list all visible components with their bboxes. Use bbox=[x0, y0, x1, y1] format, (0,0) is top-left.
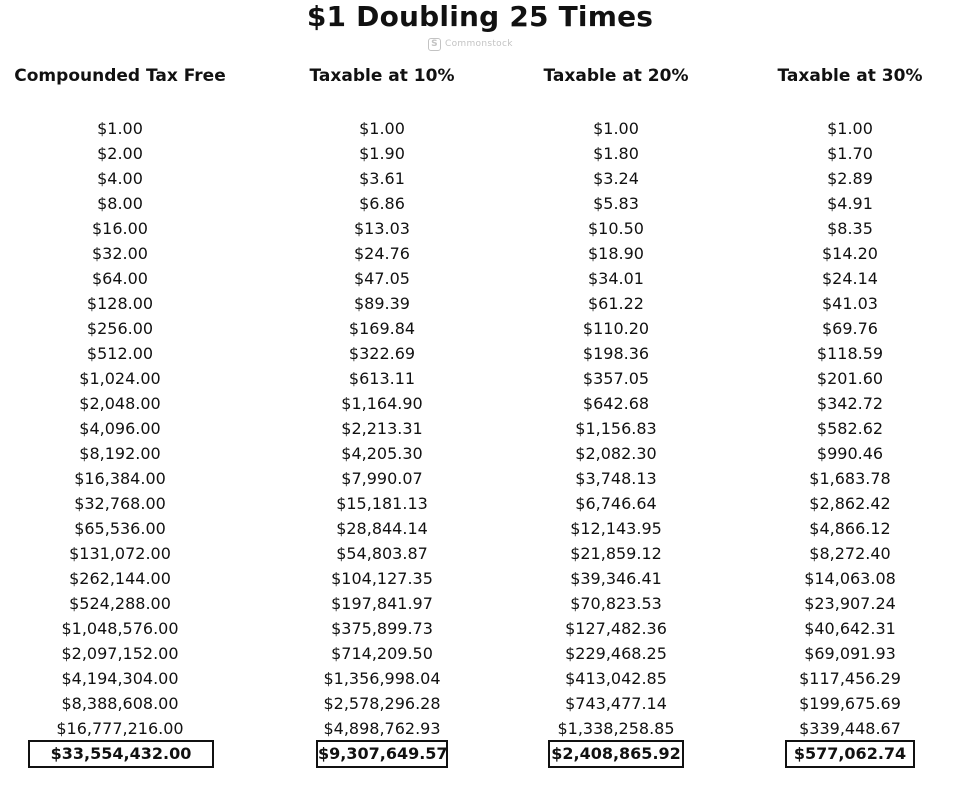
table-cell: $5.83 bbox=[593, 194, 639, 213]
table-cell: $54,803.87 bbox=[336, 544, 428, 563]
table-cell: $4,194,304.00 bbox=[61, 669, 179, 688]
table-cell: $64.00 bbox=[92, 269, 148, 288]
column-total: $33,554,432.00 bbox=[28, 740, 214, 768]
table-cell: $128.00 bbox=[86, 294, 154, 313]
table-cell: $1,024.00 bbox=[79, 369, 161, 388]
column-header: Taxable at 30% bbox=[777, 66, 923, 86]
table-cell: $47.05 bbox=[354, 269, 410, 288]
table-cell: $2,082.30 bbox=[575, 444, 657, 463]
table-cell: $199,675.69 bbox=[799, 694, 901, 713]
table-cell: $1,156.83 bbox=[575, 419, 657, 438]
column-values bbox=[740, 116, 960, 741]
table-cell: $127,482.36 bbox=[565, 619, 667, 638]
table-cell: $7,990.07 bbox=[341, 469, 423, 488]
table-cell: $4,096.00 bbox=[79, 419, 161, 438]
column-taxable-30 bbox=[740, 0, 960, 787]
table-cell: $1.00 bbox=[827, 119, 873, 138]
table-cell: $21,859.12 bbox=[570, 544, 662, 563]
table-cell: $1.80 bbox=[593, 144, 639, 163]
table-cell: $2,048.00 bbox=[79, 394, 161, 413]
column-values bbox=[10, 116, 230, 741]
table-cell: $2.00 bbox=[97, 144, 143, 163]
table-cell: $12,143.95 bbox=[570, 519, 662, 538]
table-cell: $743,477.14 bbox=[565, 694, 667, 713]
table-cell: $104,127.35 bbox=[331, 569, 433, 588]
table-cell: $613.11 bbox=[348, 369, 416, 388]
watermark-text: Commonstock bbox=[445, 39, 513, 49]
table-cell: $582.62 bbox=[816, 419, 884, 438]
table-cell: $89.39 bbox=[354, 294, 410, 313]
table-cell: $16.00 bbox=[92, 219, 148, 238]
table-cell: $524,288.00 bbox=[69, 594, 171, 613]
table-cell: $32,768.00 bbox=[74, 494, 166, 513]
table-cell: $6,746.64 bbox=[575, 494, 657, 513]
column-total: $9,307,649.57 bbox=[316, 740, 448, 768]
table-cell: $4,898,762.93 bbox=[323, 719, 441, 738]
table-cell: $256.00 bbox=[86, 319, 154, 338]
table-cell: $4.91 bbox=[827, 194, 873, 213]
table-cell: $70,823.53 bbox=[570, 594, 662, 613]
table-cell: $322.69 bbox=[348, 344, 416, 363]
table-cell: $2,097,152.00 bbox=[61, 644, 179, 663]
commonstock-logo-icon: S bbox=[428, 38, 441, 51]
table-cell: $1.00 bbox=[359, 119, 405, 138]
table-cell: $2,213.31 bbox=[341, 419, 423, 438]
table-cell: $117,456.29 bbox=[799, 669, 901, 688]
table-cell: $65,536.00 bbox=[74, 519, 166, 538]
table-cell: $198.36 bbox=[582, 344, 650, 363]
table-cell: $110.20 bbox=[582, 319, 650, 338]
column-total: $577,062.74 bbox=[785, 740, 915, 768]
column-values bbox=[506, 116, 726, 741]
table-cell: $24.14 bbox=[822, 269, 878, 288]
table-cell: $1.00 bbox=[593, 119, 639, 138]
table-cell: $61.22 bbox=[588, 294, 644, 313]
table-cell: $8.00 bbox=[97, 194, 143, 213]
table-cell: $69,091.93 bbox=[804, 644, 896, 663]
table-cell: $3.61 bbox=[359, 169, 405, 188]
table-cell: $8,272.40 bbox=[809, 544, 891, 563]
table-cell: $3.24 bbox=[593, 169, 639, 188]
table-cell: $8.35 bbox=[827, 219, 873, 238]
table-cell: $512.00 bbox=[86, 344, 154, 363]
table-cell: $23,907.24 bbox=[804, 594, 896, 613]
table-cell: $229,468.25 bbox=[565, 644, 667, 663]
table-cell: $18.90 bbox=[588, 244, 644, 263]
table-cell: $2,862.42 bbox=[809, 494, 891, 513]
table-cell: $1,164.90 bbox=[341, 394, 423, 413]
column-header: Compounded Tax Free bbox=[14, 66, 226, 86]
table-cell: $2,578,296.28 bbox=[323, 694, 441, 713]
column-tax-free bbox=[10, 0, 230, 787]
table-cell: $262,144.00 bbox=[69, 569, 171, 588]
table-cell: $4.00 bbox=[97, 169, 143, 188]
table-cell: $118.59 bbox=[816, 344, 884, 363]
table-cell: $342.72 bbox=[816, 394, 884, 413]
table-cell: $15,181.13 bbox=[336, 494, 428, 513]
table-cell: $339,448.67 bbox=[799, 719, 901, 738]
table-cell: $69.76 bbox=[822, 319, 878, 338]
table-cell: $6.86 bbox=[359, 194, 405, 213]
table-cell: $375,899.73 bbox=[331, 619, 433, 638]
table-cell: $8,192.00 bbox=[79, 444, 161, 463]
table-cell: $14.20 bbox=[822, 244, 878, 263]
column-values bbox=[272, 116, 492, 741]
table-cell: $24.76 bbox=[354, 244, 410, 263]
column-taxable-10 bbox=[272, 0, 492, 787]
table-cell: $2.89 bbox=[827, 169, 873, 188]
table-cell: $413,042.85 bbox=[565, 669, 667, 688]
table-cell: $990.46 bbox=[816, 444, 884, 463]
table-cell: $14,063.08 bbox=[804, 569, 896, 588]
column-total: $2,408,865.92 bbox=[548, 740, 684, 768]
table-cell: $40,642.31 bbox=[804, 619, 896, 638]
table-cell: $28,844.14 bbox=[336, 519, 428, 538]
table-cell: $4,205.30 bbox=[341, 444, 423, 463]
table-cell: $16,384.00 bbox=[74, 469, 166, 488]
table-cell: $1.00 bbox=[97, 119, 143, 138]
table-cell: $8,388,608.00 bbox=[61, 694, 179, 713]
table-cell: $357.05 bbox=[582, 369, 650, 388]
table-cell: $131,072.00 bbox=[69, 544, 171, 563]
table-cell: $1,683.78 bbox=[809, 469, 891, 488]
table-cell: $3,748.13 bbox=[575, 469, 657, 488]
table-cell: $1.90 bbox=[359, 144, 405, 163]
table-cell: $41.03 bbox=[822, 294, 878, 313]
table-cell: $32.00 bbox=[92, 244, 148, 263]
table-cell: $169.84 bbox=[348, 319, 416, 338]
table-cell: $10.50 bbox=[588, 219, 644, 238]
page-title: $1 Doubling 25 Times bbox=[306, 0, 654, 33]
column-taxable-20 bbox=[506, 0, 726, 787]
table-cell: $197,841.97 bbox=[331, 594, 433, 613]
table-cell: $16,777,216.00 bbox=[56, 719, 184, 738]
column-header: Taxable at 10% bbox=[309, 66, 455, 86]
table-cell: $1,338,258.85 bbox=[557, 719, 675, 738]
table-cell: $13.03 bbox=[354, 219, 410, 238]
table-cell: $4,866.12 bbox=[809, 519, 891, 538]
column-header: Taxable at 20% bbox=[543, 66, 689, 86]
table-cell: $201.60 bbox=[816, 369, 884, 388]
table-cell: $1.70 bbox=[827, 144, 873, 163]
table-cell: $642.68 bbox=[582, 394, 650, 413]
table-cell: $714,209.50 bbox=[331, 644, 433, 663]
table-cell: $34.01 bbox=[588, 269, 644, 288]
table-cell: $1,048,576.00 bbox=[61, 619, 179, 638]
table-cell: $1,356,998.04 bbox=[323, 669, 441, 688]
table-cell: $39,346.41 bbox=[570, 569, 662, 588]
